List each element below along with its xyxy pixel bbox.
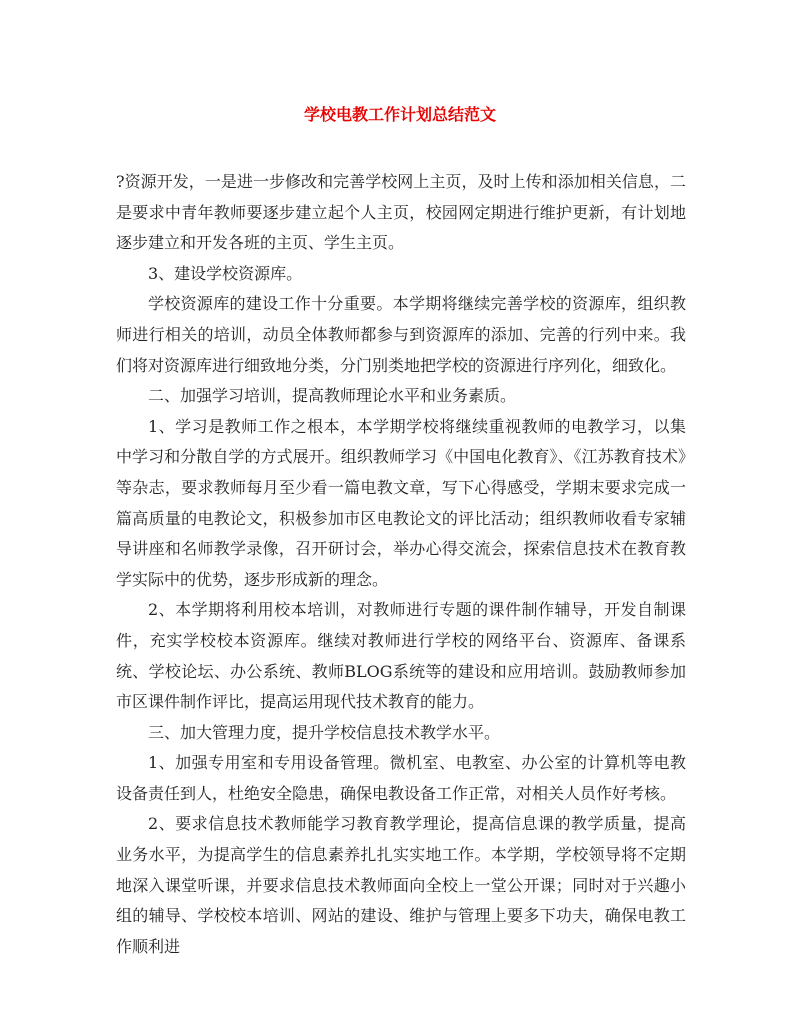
- paragraph-resource-library: 学校资源库的建设工作十分重要。本学期将继续完善学校的资源库，组织教师进行相关的培训，动员全体教师都参与到资源库的添加、完善的行列中来。我们将对资源库进行细致地分类，分门别类地把学校的资源进行序列化，细致化。: [116, 294, 686, 375]
- document-title: 学校电教工作计划总结范文: [303, 105, 496, 124]
- paragraph-equipment-management: 1、加强专用室和专用设备管理。微机室、电教室、办公室的计算机等电教设备责任到人，杜绝安全隐患，确保电教设备工作正常，对相关人员作好考核。: [116, 753, 686, 803]
- section-heading-management: 三、加大管理力度，提升学校信息技术教学水平。: [148, 722, 501, 742]
- section-heading-training: 二、加强学习培训，提高教师理论水平和业务素质。: [148, 386, 517, 406]
- paragraph-it-teaching-quality: 2、要求信息技术教师能学习教育教学理论，提高信息课的教学质量，提高业务水平，为提高学生的信息素养扎扎实实地工作。本学期，学校领导将不定期地深入课堂听课，并要求信息技术教师面向全校上一堂公开课；同时对于兴趣小组的辅导、学校校本培训、网站的建设、维护与管理上要多下功夫，确保电教工作顺利进: [116, 814, 686, 956]
- paragraph-teacher-study: 1、学习是教师工作之根本，本学期学校将继续重视教师的电教学习，以集中学习和分散自学的方式展开。组织教师学习《中国电化教育》、《江苏教育技术》等杂志，要求教师每月至少看一篇电教文章，写下心得感受，学期末要求完成一篇高质量的电教论文，积极参加市区电教论文的评比活动；组织教师收看专家辅导讲座和名师教学录像，召开研讨会，举办心得交流会，探索信息技术在教育教学实际中的优势，逐步形成新的理念。: [116, 416, 686, 589]
- paragraph-resource-development: ?资源开发，一是进一步修改和完善学校网上主页，及时上传和添加相关信息，二是要求中青年教师要逐步建立起个人主页，校园网定期进行维护更新，有计划地逐步建立和开发各班的主页、学生主页。: [116, 172, 686, 253]
- document-body: [116, 167, 686, 962]
- paragraph-school-based-training: 2、本学期将利用校本培训，对教师进行专题的课件制作辅导，开发自制课件，充实学校校本资源库。继续对教师进行学校的网络平台、资源库、备课系统、学校论坛、办公系统、教师BLOG系统等的建设和应用培训。鼓励教师参加市区课件制作评比，提高运用现代技术教育的能力。: [116, 600, 686, 712]
- paragraph-build-resource-library-heading: 3、建设学校资源库。: [148, 263, 303, 283]
